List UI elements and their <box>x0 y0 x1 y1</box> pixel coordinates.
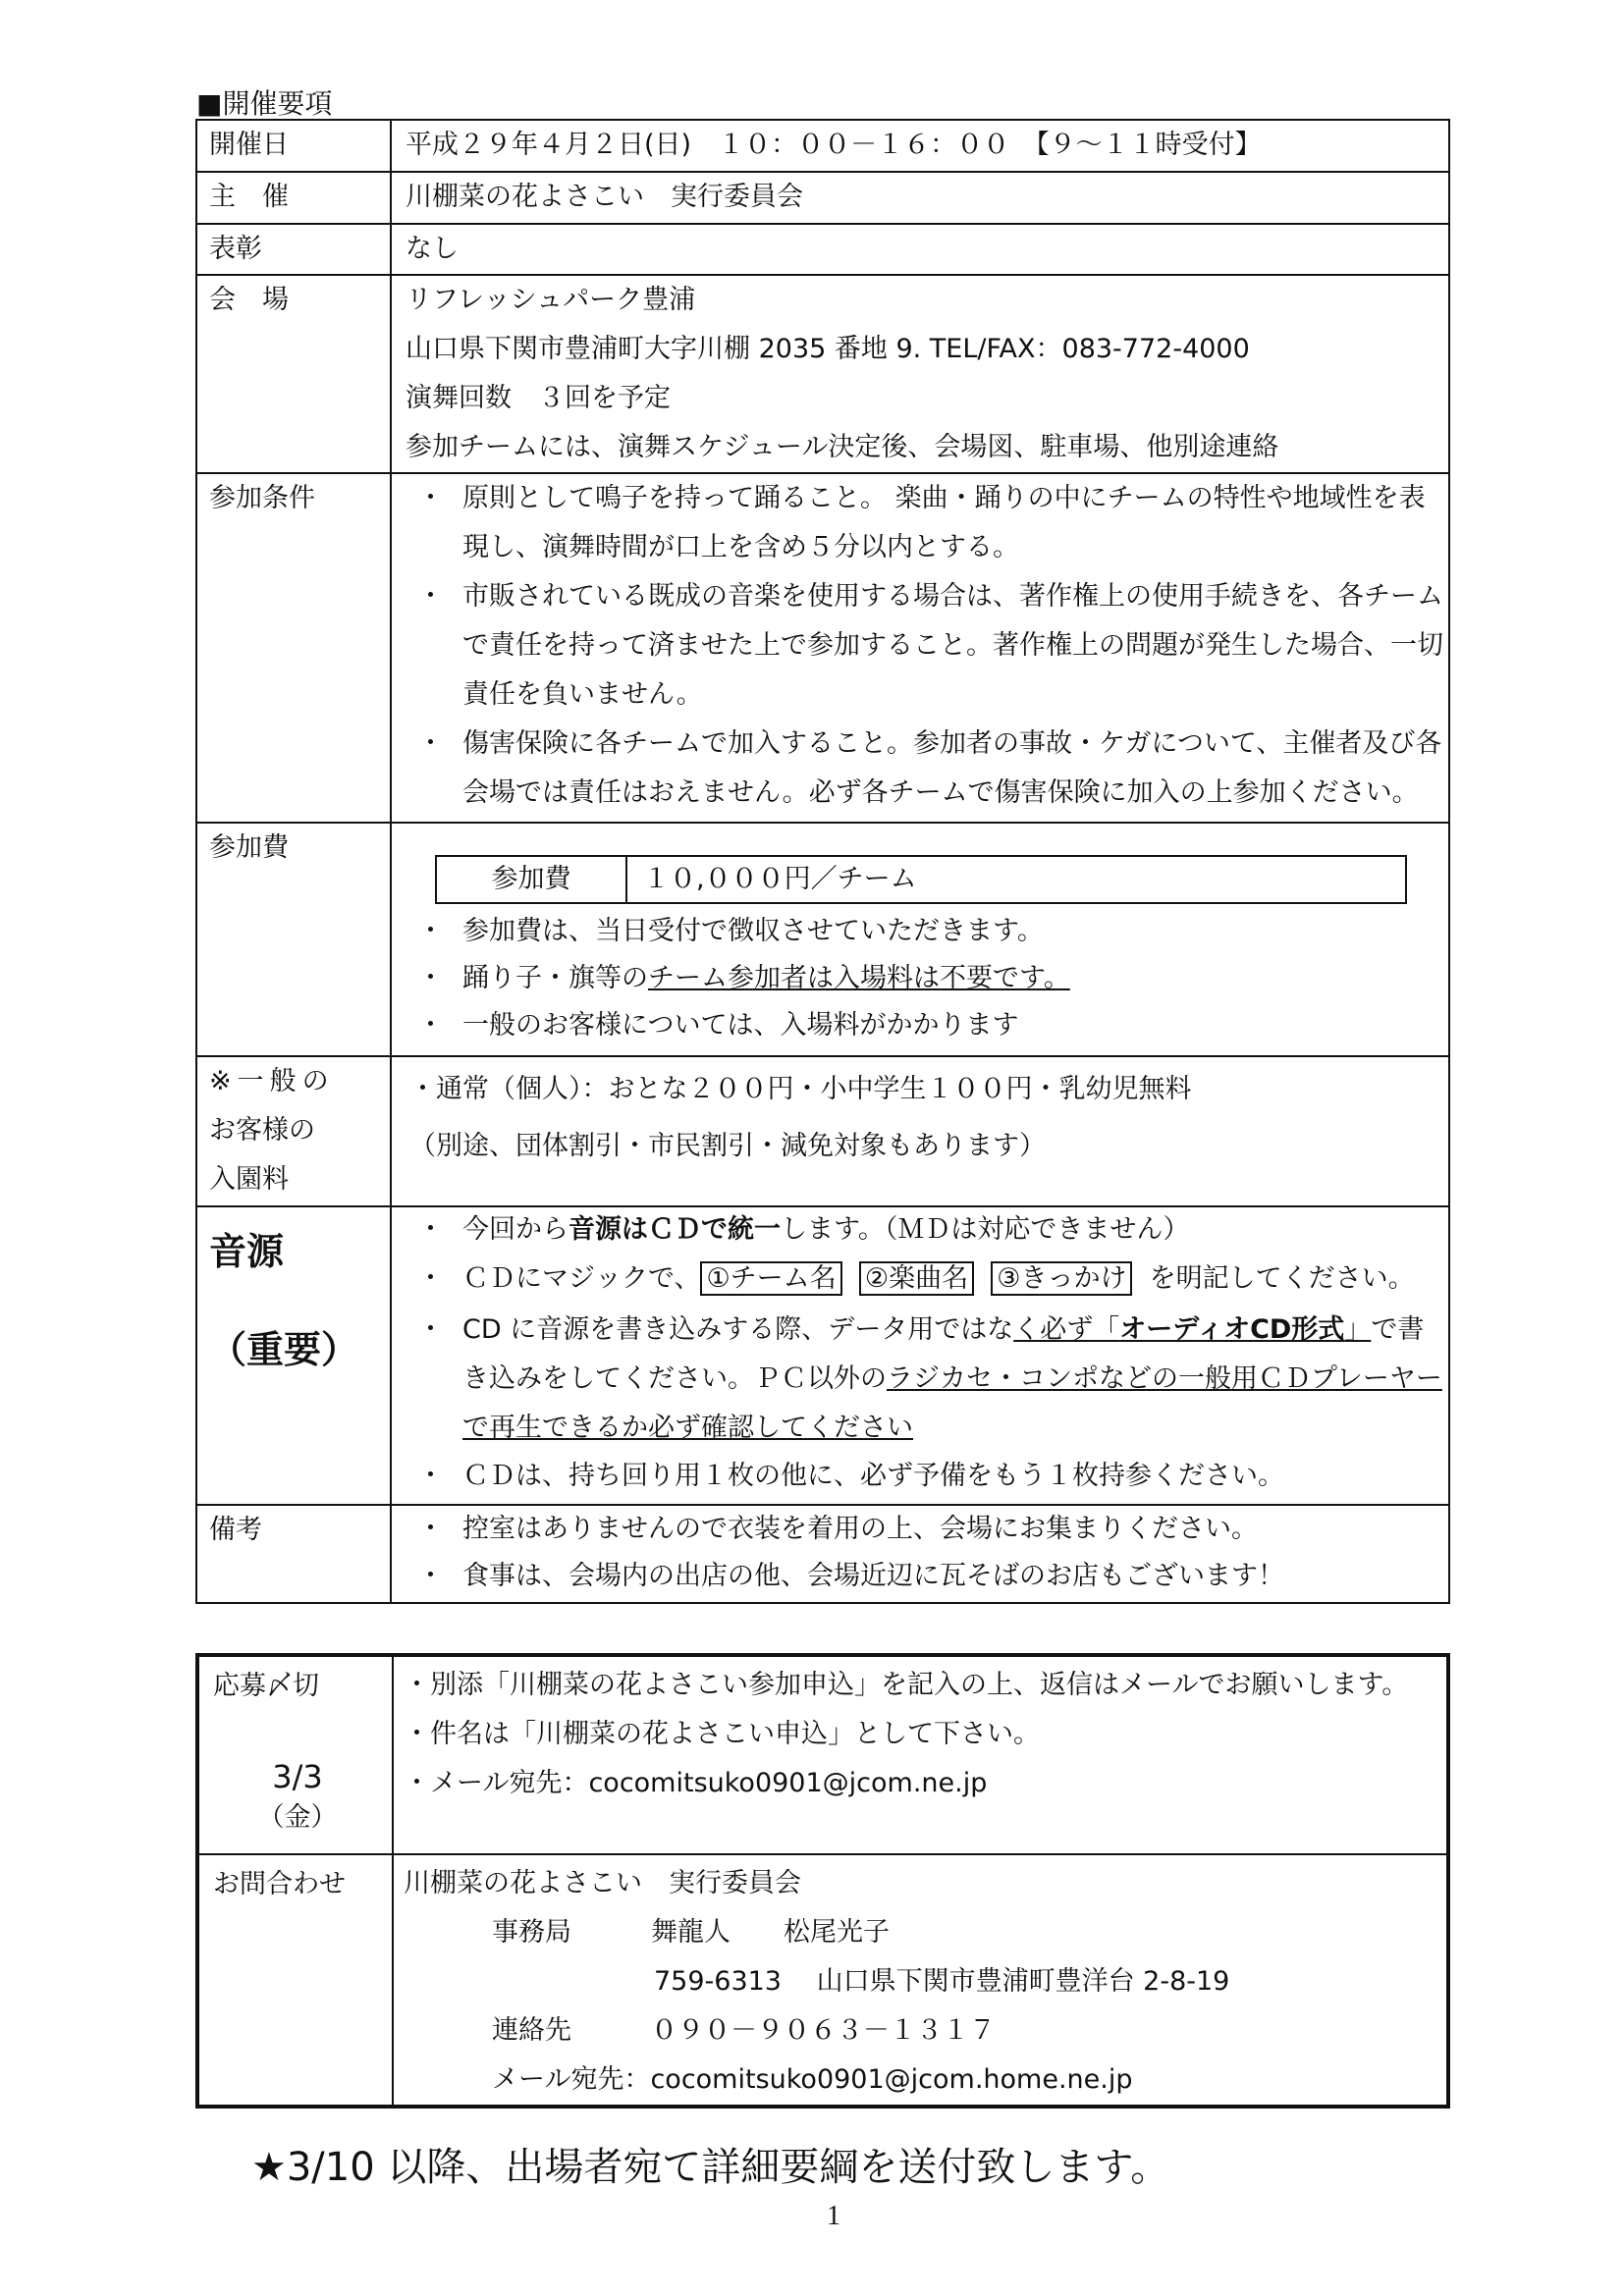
label-date: 開催日 <box>196 120 391 172</box>
label-notes: 備考 <box>196 1505 391 1603</box>
venue-address: 山口県下関市豊浦町大字川棚 2035 番地 9. TEL/FAX：083-772-4000 <box>406 334 1250 364</box>
event-details-table <box>195 119 1450 1604</box>
contact-address: 759-6313 山口県下関市豊浦町豊洋台 2-8-19 <box>654 1966 1230 1997</box>
label-application: 応募〆切 3/3 （金） <box>197 1655 393 1854</box>
row-award <box>196 224 1449 275</box>
row-host <box>196 172 1449 224</box>
general-admission-prices: ・通常（個人）：おとな２００円・小中学生１００円・乳幼児無料 <box>409 1074 1192 1104</box>
row-conditions <box>196 473 1449 823</box>
general-admission-discounts: （別途、団体割引・市民割引・減免対象もあります） <box>409 1131 1046 1161</box>
application-subject: ・件名は「川棚菜の花よさこい申込」として下さい。 <box>404 1719 1040 1749</box>
box-song-name: ②楽曲名 <box>859 1261 974 1296</box>
contact-office: 事務局 舞龍人 松尾光子 <box>492 1917 890 1948</box>
fee-table-label: 参加費 <box>436 856 626 903</box>
box-team-name: ①チーム名 <box>700 1261 841 1296</box>
venue-name: リフレッシュパーク豊浦 <box>406 285 696 315</box>
bullet: ・ <box>417 581 444 612</box>
row-application <box>197 1655 1448 1854</box>
label-contact: お問合わせ <box>197 1854 393 2107</box>
deadline-date: 3/3 <box>272 1758 323 1795</box>
contact-email: メール宛先：cocomitsuko0901@jcom.home.ne.jp <box>492 2064 1133 2095</box>
box-cue: ③きっかけ <box>991 1261 1132 1296</box>
venue-performances: 演舞回数 ３回を予定 <box>406 383 671 413</box>
audio-item: ・ CD に音源を書き込みする際、データ用ではなく必ず「オーディオCD形式」で書 き込みをしてください。ＰＣ以外のラジカセ・コンポなどの一般用ＣＤプレーヤー で再生できるか必ず確認してください <box>417 1314 1442 1443</box>
label-fee: 参加費 <box>196 823 391 1056</box>
condition-item: ・ 原則として鳴子を持って踊ること。 楽曲・踊りの中にチームの特性や地域性を表 現し、演舞時間が口上を含め５分以内とする。 <box>406 474 1435 572</box>
application-instruction: ・別添「川棚菜の花よさこい参加申込」を記入の上、返信はメールでお願いします。 <box>404 1670 1409 1700</box>
row-contact <box>197 1854 1448 2107</box>
venue-notice: 参加チームには、演舞スケジュール決定後、会場図、駐車場、他別途連絡 <box>406 432 1279 462</box>
audio-item: ・ ＣＤは、持ち回り用１枚の他に、必ず予備をもう１枚持参ください。 <box>417 1461 1284 1491</box>
contact-org: 川棚菜の花よさこい 実行委員会 <box>404 1868 801 1898</box>
label-general-admission: ※一般の お客様の 入園料 <box>196 1056 391 1206</box>
page-number: 1 <box>827 2201 840 2231</box>
row-venue <box>196 275 1449 473</box>
fee-item: ・ 一般のお客様については、入場料がかかります <box>417 1010 1019 1041</box>
condition-item: ・ 市販されている既成の音楽を使用する場合は、著作権上の使用手続きを、各チーム で責任を持って済ませた上で参加すること。著作権上の問題が発生した場合、一切 責任を負いません。 <box>406 572 1435 720</box>
row-notes <box>196 1505 1449 1603</box>
section-title: ■開催要項 <box>196 87 333 120</box>
label-venue: 会 場 <box>196 275 391 473</box>
label-conditions: 参加条件 <box>196 473 391 823</box>
value-host: 川棚菜の花よさこい 実行委員会 <box>406 182 803 212</box>
label-host: 主 催 <box>196 172 391 224</box>
fee-table-value: １０,０００円／チーム <box>626 856 1406 903</box>
note-item: ・ 控室はありませんので衣装を着用の上、会場にお集まりください。 <box>417 1514 1258 1544</box>
application-table <box>195 1653 1450 2109</box>
deadline-day: （金） <box>257 1802 338 1833</box>
audio-item: ・ 今回から音源はＣＤで統一します。（ＭＤは対応できません） <box>417 1214 1190 1245</box>
contact-phone: 連絡先 ０９０－９０６３－１３１７ <box>492 2015 996 2046</box>
footer-note: ★3/10 以降、出場者宛て詳細要綱を送付致します。 <box>251 2145 1170 2190</box>
bullet: ・ <box>417 728 444 759</box>
note-item: ・ 食事は、会場内の出店の他、会場近辺に瓦そばのお店もございます！ <box>417 1561 1284 1591</box>
row-general-admission <box>196 1056 1449 1206</box>
value-date: 平成２９年４月２日(日) １０：００－１６：００ 【９～１１時受付】 <box>406 130 1262 160</box>
fee-item: ・ 参加費は、当日受付で徴収させていただきます。 <box>417 916 1044 946</box>
audio-item: ・ ＣＤにマジックで、 ①チーム名 ②楽曲名 ③きっかけ を明記してください。 <box>417 1263 1415 1294</box>
condition-item: ・ 傷害保険に各チームで加入すること。参加者の事故・ケガについて、主催者及び各 会場では責任はおえません。必ず各チームで傷害保険に加入の上参加ください。 <box>406 720 1435 818</box>
value-award: なし <box>406 234 459 264</box>
bullet: ・ <box>417 483 444 513</box>
row-audio <box>196 1206 1449 1505</box>
label-award: 表彰 <box>196 224 391 275</box>
fee-table <box>435 855 1407 904</box>
row-fee <box>196 823 1449 1056</box>
label-audio: 音源 （重要） <box>196 1206 391 1505</box>
fee-item: ・ 踊り子・旗等のチーム参加者は入場料は不要です。 <box>417 963 1070 993</box>
row-date <box>196 120 1449 172</box>
application-email: ・メール宛先：cocomitsuko0901@jcom.ne.jp <box>404 1768 988 1798</box>
